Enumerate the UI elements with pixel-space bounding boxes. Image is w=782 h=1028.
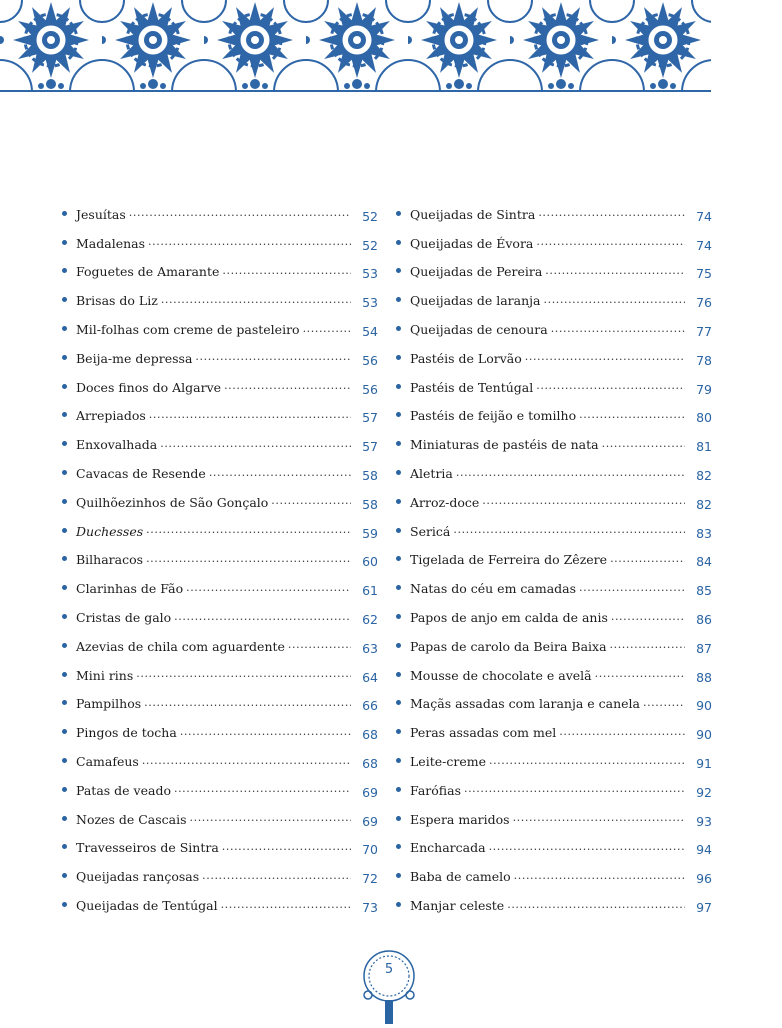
toc-column-left <box>62 200 378 925</box>
bullet-icon <box>396 499 401 504</box>
toc-entry-title: Arrepiados <box>76 408 146 424</box>
table-of-contents <box>62 200 712 925</box>
bullet-icon <box>62 470 67 475</box>
bullet-icon <box>396 700 401 705</box>
toc-entry-page: 52 <box>362 208 378 224</box>
bullet-icon <box>396 412 401 417</box>
toc-entry <box>62 344 378 373</box>
toc-entry-title: Pingos de tocha <box>76 725 177 741</box>
bullet-icon <box>62 384 67 389</box>
toc-entry-title: Doces finos do Algarve <box>76 379 222 395</box>
toc-entry <box>62 862 378 891</box>
toc-entry-title: Enxovalhada <box>76 437 158 453</box>
toc-entry-title: Pastéis de Tentúgal <box>410 379 534 395</box>
toc-entry-title: Papas de carolo da Beira Baixa <box>410 638 607 654</box>
dot-leader <box>222 265 351 279</box>
toc-entry-title: Pampilhos <box>76 696 142 712</box>
toc-entry <box>62 258 378 287</box>
toc-entry-title: Quilhõezinhos de São Gonçalo <box>76 494 269 510</box>
toc-entry <box>396 862 712 891</box>
bullet-icon <box>62 211 67 216</box>
toc-entry <box>396 258 712 287</box>
toc-entry-title: Papos de anjo em calda de anis <box>410 610 608 626</box>
dot-leader <box>149 409 351 423</box>
toc-entry-page: 79 <box>696 381 712 397</box>
toc-entry-page: 92 <box>696 784 712 800</box>
dot-leader <box>579 409 685 423</box>
toc-entry <box>62 402 378 431</box>
toc-entry <box>396 286 712 315</box>
toc-entry <box>62 459 378 488</box>
bullet-icon <box>62 240 67 245</box>
bullet-icon <box>62 412 67 417</box>
toc-entry <box>396 834 712 863</box>
toc-entry-page: 53 <box>362 295 378 311</box>
bullet-icon <box>62 729 67 734</box>
dot-leader <box>464 783 685 797</box>
toc-entry-title: Cavacas de Resende <box>76 466 206 482</box>
toc-entry-title: Natas do céu em camadas <box>410 581 577 597</box>
toc-entry-page: 83 <box>696 525 712 541</box>
toc-entry-page: 74 <box>696 208 712 224</box>
dot-leader <box>643 697 685 711</box>
toc-entry-page: 96 <box>696 871 712 887</box>
toc-entry-page: 56 <box>362 381 378 397</box>
page-badge-ornament <box>361 948 417 1024</box>
toc-entry-title: Pastéis de Lorvão <box>410 350 522 366</box>
toc-entry-title: Beija-me depressa <box>76 350 193 366</box>
dot-leader <box>595 668 685 682</box>
toc-entry <box>396 459 712 488</box>
bullet-icon <box>396 355 401 360</box>
dot-leader <box>195 351 351 365</box>
toc-entry <box>396 690 712 719</box>
bullet-icon <box>62 326 67 331</box>
toc-entry-title: Queijadas de cenoura <box>410 322 548 338</box>
toc-entry-page: 53 <box>362 266 378 282</box>
toc-entry <box>396 200 712 229</box>
page-number: 5 <box>384 962 394 977</box>
toc-entry <box>62 690 378 719</box>
dot-leader <box>224 380 351 394</box>
toc-entry-title: Patas de veado <box>76 782 171 798</box>
toc-entry-title: Mini rins <box>76 667 134 683</box>
toc-entry-page: 74 <box>696 237 712 253</box>
toc-entry <box>396 776 712 805</box>
bullet-icon <box>396 470 401 475</box>
bullet-icon <box>396 297 401 302</box>
toc-entry <box>62 488 378 517</box>
dot-leader <box>161 294 351 308</box>
toc-entry-title: Pastéis de feijão e tomilho <box>410 408 577 424</box>
dot-leader <box>129 207 351 221</box>
bullet-icon <box>396 844 401 849</box>
toc-entry-title: Camafeus <box>76 754 139 770</box>
toc-entry <box>396 891 712 920</box>
toc-entry-page: 66 <box>362 698 378 714</box>
bullet-icon <box>396 268 401 273</box>
toc-entry-title: Clarinhas de Fão <box>76 581 184 597</box>
toc-entry-page: 97 <box>696 900 712 916</box>
toc-entry-page: 87 <box>696 640 712 656</box>
dot-leader <box>146 524 351 538</box>
toc-entry-page: 61 <box>362 583 378 599</box>
bullet-icon <box>396 672 401 677</box>
toc-entry-title: Espera maridos <box>410 811 510 827</box>
toc-entry <box>396 661 712 690</box>
toc-entry-title: Mil-folhas com creme de pasteleiro <box>76 322 300 338</box>
bullet-icon <box>396 729 401 734</box>
bullet-icon <box>62 441 67 446</box>
toc-entry <box>62 603 378 632</box>
toc-entry-title: Farófias <box>410 782 461 798</box>
toc-entry-page: 68 <box>362 756 378 772</box>
toc-entry-page: 85 <box>696 583 712 599</box>
toc-entry <box>396 229 712 258</box>
toc-entry <box>396 747 712 776</box>
dot-leader <box>489 755 685 769</box>
bullet-icon <box>62 528 67 533</box>
toc-entry <box>62 229 378 258</box>
toc-entry-page: 82 <box>696 468 712 484</box>
bullet-icon <box>396 384 401 389</box>
toc-entry-page: 58 <box>362 496 378 512</box>
toc-entry-page: 57 <box>362 439 378 455</box>
toc-entry-title: Leite-creme <box>410 754 486 770</box>
toc-entry <box>62 805 378 834</box>
toc-entry-title: Foguetes de Amarante <box>76 264 220 280</box>
toc-entry <box>62 430 378 459</box>
toc-entry <box>62 632 378 661</box>
toc-entry-title: Queijadas de Pereira <box>410 264 543 280</box>
toc-entry-page: 90 <box>696 698 712 714</box>
dot-leader <box>271 495 351 509</box>
toc-entry <box>62 891 378 920</box>
toc-entry <box>62 373 378 402</box>
toc-entry <box>62 718 378 747</box>
dot-leader <box>456 467 685 481</box>
toc-entry <box>62 286 378 315</box>
bullet-icon <box>396 585 401 590</box>
bullet-icon <box>62 758 67 763</box>
bullet-icon <box>62 844 67 849</box>
bullet-icon <box>62 787 67 792</box>
bullet-icon <box>396 614 401 619</box>
toc-entry-page: 86 <box>696 612 712 628</box>
toc-entry-page: 93 <box>696 813 712 829</box>
bullet-icon <box>62 672 67 677</box>
dot-leader <box>544 294 686 308</box>
bullet-icon <box>62 268 67 273</box>
toc-entry-title: Jesuítas <box>76 206 126 222</box>
toc-entry-title: Queijadas de Sintra <box>410 206 536 222</box>
toc-entry <box>396 632 712 661</box>
toc-entry-title: Manjar celeste <box>410 898 505 914</box>
toc-entry <box>62 574 378 603</box>
dot-leader <box>142 755 351 769</box>
toc-entry-title: Baba de camelo <box>410 869 511 885</box>
bullet-icon <box>396 787 401 792</box>
toc-entry-title: Maçãs assadas com laranja e canela <box>410 696 640 712</box>
dot-leader <box>146 553 351 567</box>
toc-entry-page: 82 <box>696 496 712 512</box>
toc-entry-title: Queijadas de Tentúgal <box>76 898 218 914</box>
toc-entry-title: Azevias de chila com aguardente <box>76 638 285 654</box>
bullet-icon <box>62 614 67 619</box>
bullet-icon <box>396 873 401 878</box>
bullet-icon <box>62 556 67 561</box>
dot-leader <box>579 582 685 596</box>
toc-entry-page: 91 <box>696 756 712 772</box>
toc-entry-title: Nozes de Cascais <box>76 811 187 827</box>
bullet-icon <box>396 556 401 561</box>
toc-entry-title: Madalenas <box>76 235 146 251</box>
toc-entry-page: 57 <box>362 410 378 426</box>
toc-entry-page: 56 <box>362 352 378 368</box>
toc-entry-page: 63 <box>362 640 378 656</box>
toc-entry-page: 80 <box>696 410 712 426</box>
toc-entry-page: 62 <box>362 612 378 628</box>
toc-entry-title: Cristas de galo <box>76 610 172 626</box>
dot-leader <box>209 467 351 481</box>
dot-leader <box>303 323 351 337</box>
toc-entry-page: 84 <box>696 554 712 570</box>
dot-leader <box>610 553 685 567</box>
toc-entry <box>396 344 712 373</box>
toc-entry-page: 75 <box>696 266 712 282</box>
toc-column-right <box>396 200 712 925</box>
toc-entry-page: 69 <box>362 784 378 800</box>
bullet-icon <box>62 297 67 302</box>
toc-entry <box>396 315 712 344</box>
toc-entry-title: Mousse de chocolate e avelã <box>410 667 592 683</box>
dot-leader <box>545 265 685 279</box>
dot-leader <box>538 207 685 221</box>
toc-entry <box>62 776 378 805</box>
toc-entry <box>62 546 378 575</box>
toc-entry <box>396 488 712 517</box>
bullet-icon <box>396 441 401 446</box>
toc-entry <box>396 718 712 747</box>
dot-leader <box>514 870 685 884</box>
dot-leader <box>144 697 351 711</box>
toc-entry <box>62 200 378 229</box>
toc-entry-page: 64 <box>362 669 378 685</box>
toc-entry-title: Duchesses <box>76 523 144 539</box>
bullet-icon <box>396 211 401 216</box>
dot-leader <box>221 899 351 913</box>
dot-leader <box>136 668 351 682</box>
toc-entry-title: Aletria <box>410 466 453 482</box>
toc-entry <box>396 430 712 459</box>
toc-entry-page: 73 <box>362 900 378 916</box>
toc-entry-page: 60 <box>362 554 378 570</box>
toc-entry-title: Tigelada de Ferreira do Zêzere <box>410 552 608 568</box>
dot-leader <box>160 438 351 452</box>
dot-leader <box>602 438 685 452</box>
bullet-icon <box>396 643 401 648</box>
bullet-icon <box>62 873 67 878</box>
dot-leader <box>180 726 351 740</box>
bullet-icon <box>62 585 67 590</box>
toc-entry-page: 81 <box>696 439 712 455</box>
toc-entry-title: Arroz-doce <box>410 494 480 510</box>
bullet-icon <box>62 816 67 821</box>
toc-entry-page: 78 <box>696 352 712 368</box>
toc-entry <box>396 517 712 546</box>
dot-leader <box>222 841 351 855</box>
dot-leader <box>174 611 351 625</box>
bullet-icon <box>62 355 67 360</box>
toc-entry-title: Encharcada <box>410 840 486 856</box>
dot-leader <box>453 524 685 538</box>
toc-entry <box>396 574 712 603</box>
bullet-icon <box>396 240 401 245</box>
dot-leader <box>482 495 685 509</box>
toc-entry-page: 88 <box>696 669 712 685</box>
bullet-icon <box>396 758 401 763</box>
toc-entry <box>396 546 712 575</box>
dot-leader <box>507 899 685 913</box>
dot-leader <box>536 380 685 394</box>
toc-entry <box>396 805 712 834</box>
toc-entry-page: 58 <box>362 468 378 484</box>
dot-leader <box>190 812 351 826</box>
toc-entry-page: 52 <box>362 237 378 253</box>
dot-leader <box>525 351 685 365</box>
toc-entry-page: 90 <box>696 727 712 743</box>
toc-entry <box>62 661 378 690</box>
toc-entry <box>62 834 378 863</box>
toc-entry-page: 72 <box>362 871 378 887</box>
toc-entry <box>62 315 378 344</box>
bullet-icon <box>396 528 401 533</box>
toc-entry-page: 70 <box>362 842 378 858</box>
toc-entry-title: Queijadas de laranja <box>410 293 541 309</box>
toc-entry <box>396 373 712 402</box>
bullet-icon <box>396 326 401 331</box>
toc-entry-title: Queijadas de Évora <box>410 235 534 251</box>
dot-leader <box>202 870 351 884</box>
toc-entry-title: Travesseiros de Sintra <box>76 840 219 856</box>
toc-entry <box>62 747 378 776</box>
dot-leader <box>513 812 685 826</box>
toc-entry-title: Miniaturas de pastéis de nata <box>410 437 599 453</box>
bullet-icon <box>396 902 401 907</box>
dot-leader <box>610 639 685 653</box>
bullet-icon <box>62 499 67 504</box>
dot-leader <box>551 323 685 337</box>
toc-entry-page: 54 <box>362 324 378 340</box>
toc-entry-title: Brisas do Liz <box>76 293 158 309</box>
dot-leader <box>288 639 351 653</box>
toc-entry-page: 59 <box>362 525 378 541</box>
bullet-icon <box>62 700 67 705</box>
azulejo-header-band <box>0 0 711 92</box>
dot-leader <box>186 582 351 596</box>
toc-entry-title: Queijadas rançosas <box>76 869 200 885</box>
dot-leader <box>611 611 685 625</box>
dot-leader <box>559 726 685 740</box>
toc-entry <box>396 603 712 632</box>
bullet-icon <box>62 902 67 907</box>
toc-entry-title: Sericá <box>410 523 451 539</box>
toc-entry-page: 76 <box>696 295 712 311</box>
dot-leader <box>148 236 351 250</box>
toc-entry-title: Peras assadas com mel <box>410 725 557 741</box>
toc-entry <box>396 402 712 431</box>
toc-entry-title: Bilharacos <box>76 552 144 568</box>
toc-entry-page: 68 <box>362 727 378 743</box>
dot-leader <box>489 841 685 855</box>
toc-entry-page: 94 <box>696 842 712 858</box>
dot-leader <box>174 783 351 797</box>
toc-entry-page: 77 <box>696 324 712 340</box>
bullet-icon <box>62 643 67 648</box>
bullet-icon <box>396 816 401 821</box>
dot-leader <box>536 236 685 250</box>
toc-entry <box>62 517 378 546</box>
page-number-badge <box>361 948 417 1024</box>
toc-entry-page: 69 <box>362 813 378 829</box>
